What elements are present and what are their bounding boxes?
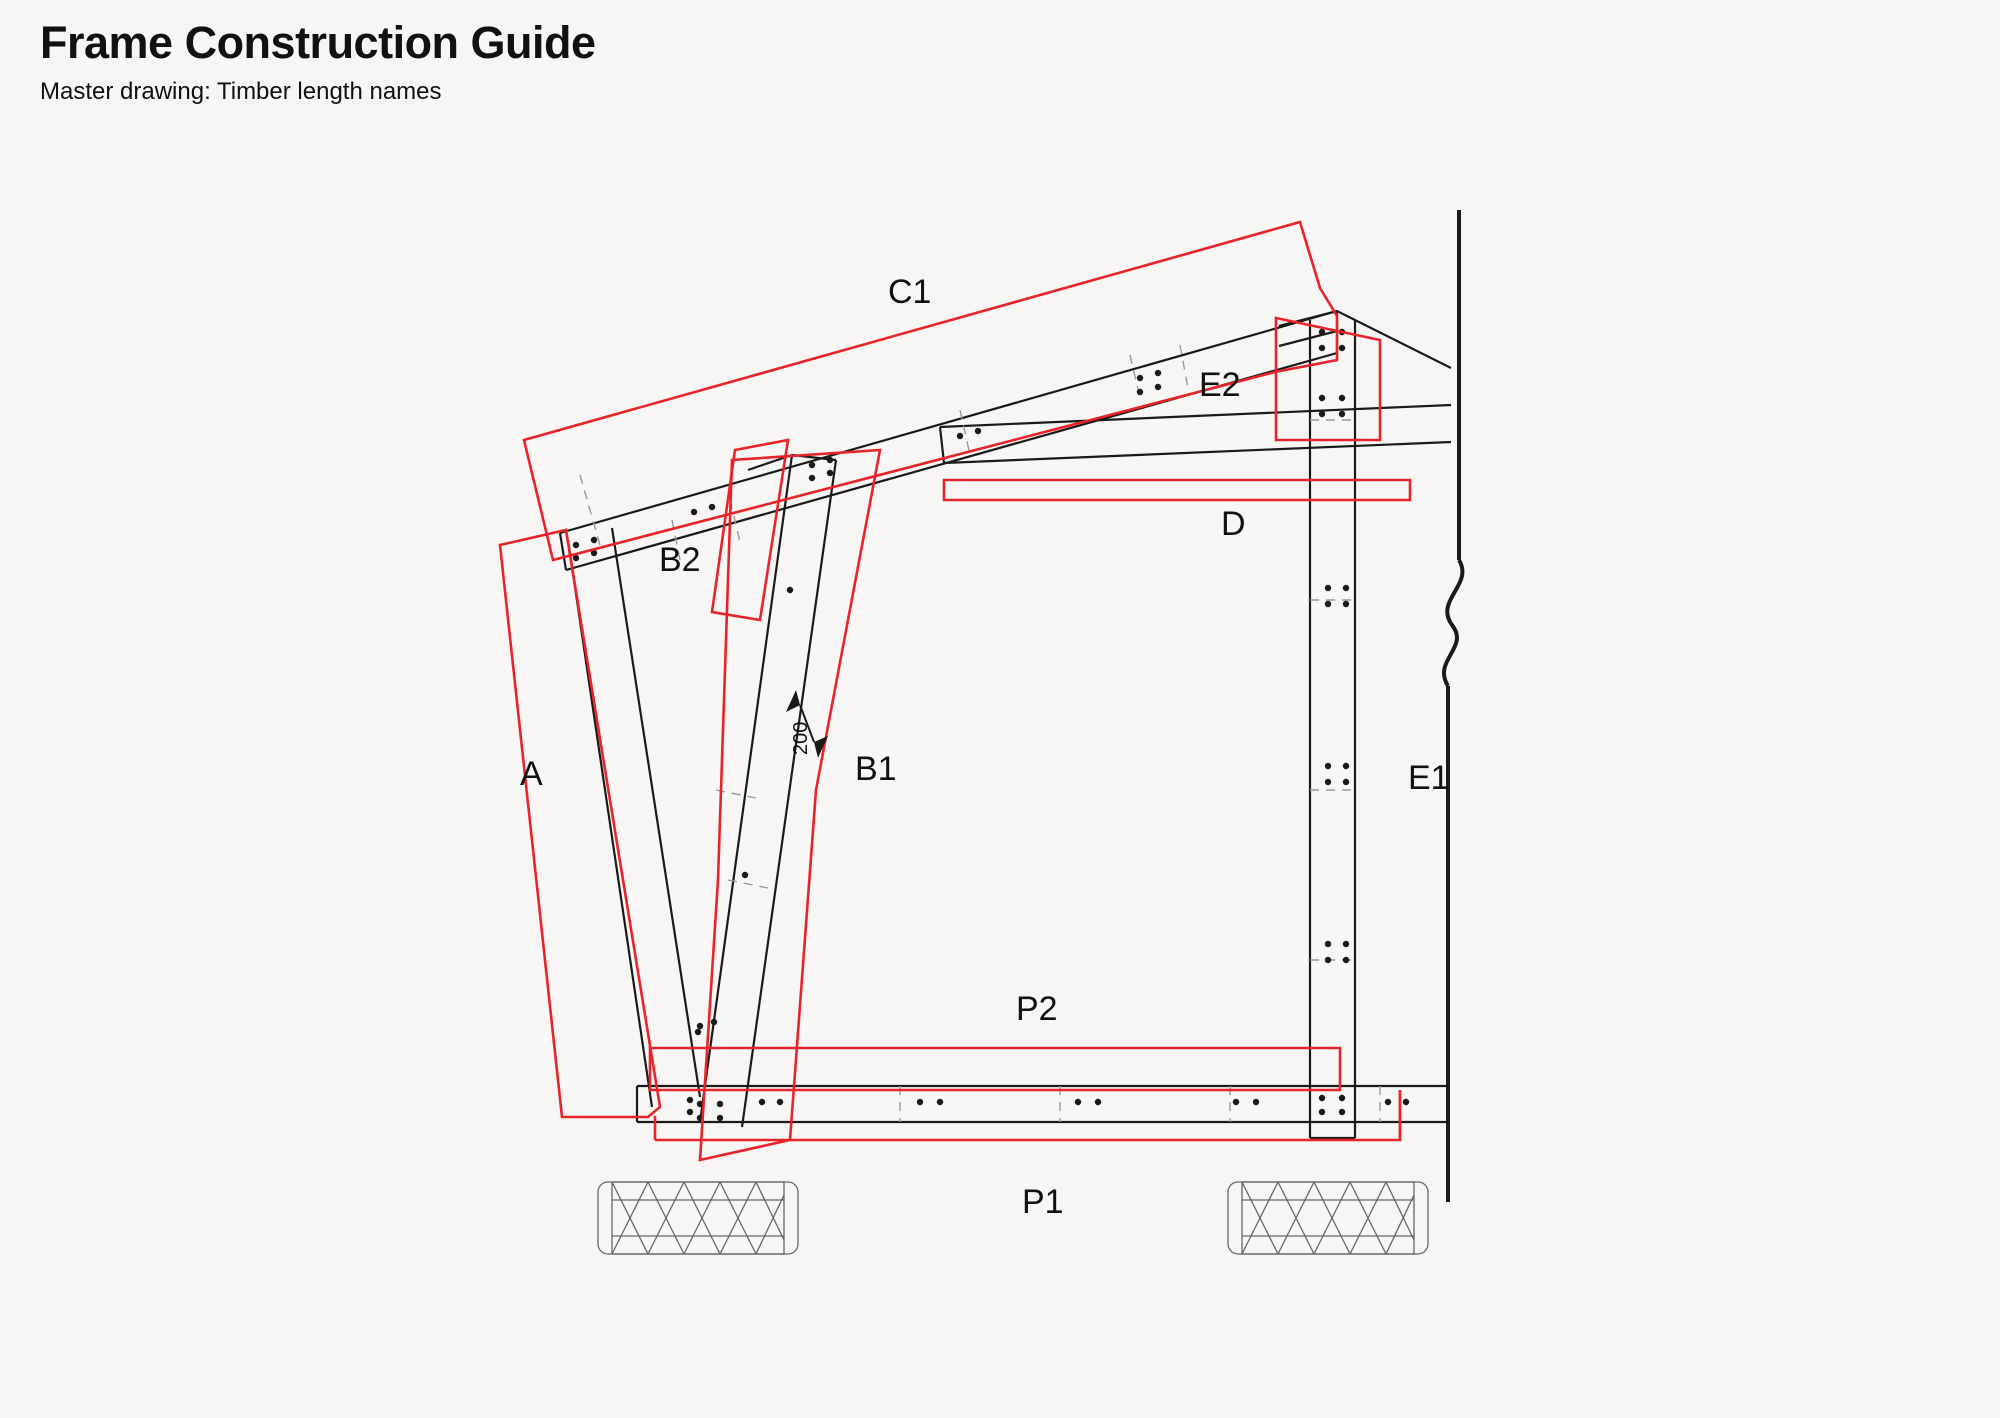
label-b1: B1 xyxy=(855,750,897,788)
dimension-label-200: 200 xyxy=(790,721,812,755)
label-b2: B2 xyxy=(659,541,701,579)
member-p1-base-beam xyxy=(637,1086,1448,1122)
label-a: A xyxy=(520,755,543,793)
layer-fixings xyxy=(573,329,1409,1121)
label-e1: E1 xyxy=(1408,759,1450,797)
highlight-e2 xyxy=(1276,318,1380,440)
highlight-b2 xyxy=(712,440,788,620)
layer-black-linework xyxy=(560,210,1462,1254)
highlight-b1 xyxy=(700,450,880,1160)
label-p1: P1 xyxy=(1022,1183,1064,1221)
highlight-a xyxy=(500,530,660,1117)
member-d-tie-beam xyxy=(940,405,1451,463)
page-subtitle: Master drawing: Timber length names xyxy=(40,77,442,105)
ridge-cap xyxy=(1279,311,1451,368)
highlight-d xyxy=(944,480,1410,500)
wheel-right xyxy=(1228,1182,1428,1254)
member-e1-post xyxy=(1310,320,1355,1138)
label-e2: E2 xyxy=(1199,366,1241,404)
label-d: D xyxy=(1221,505,1246,543)
highlight-p2 xyxy=(650,1048,1340,1090)
label-p2: P2 xyxy=(1016,990,1058,1028)
member-a-leg xyxy=(568,528,700,1107)
wheel-left xyxy=(598,1182,798,1254)
label-c1: C1 xyxy=(888,273,932,311)
highlight-p1 xyxy=(655,1090,1400,1140)
page-title: Frame Construction Guide xyxy=(40,17,596,68)
wall-line xyxy=(1444,210,1462,1202)
